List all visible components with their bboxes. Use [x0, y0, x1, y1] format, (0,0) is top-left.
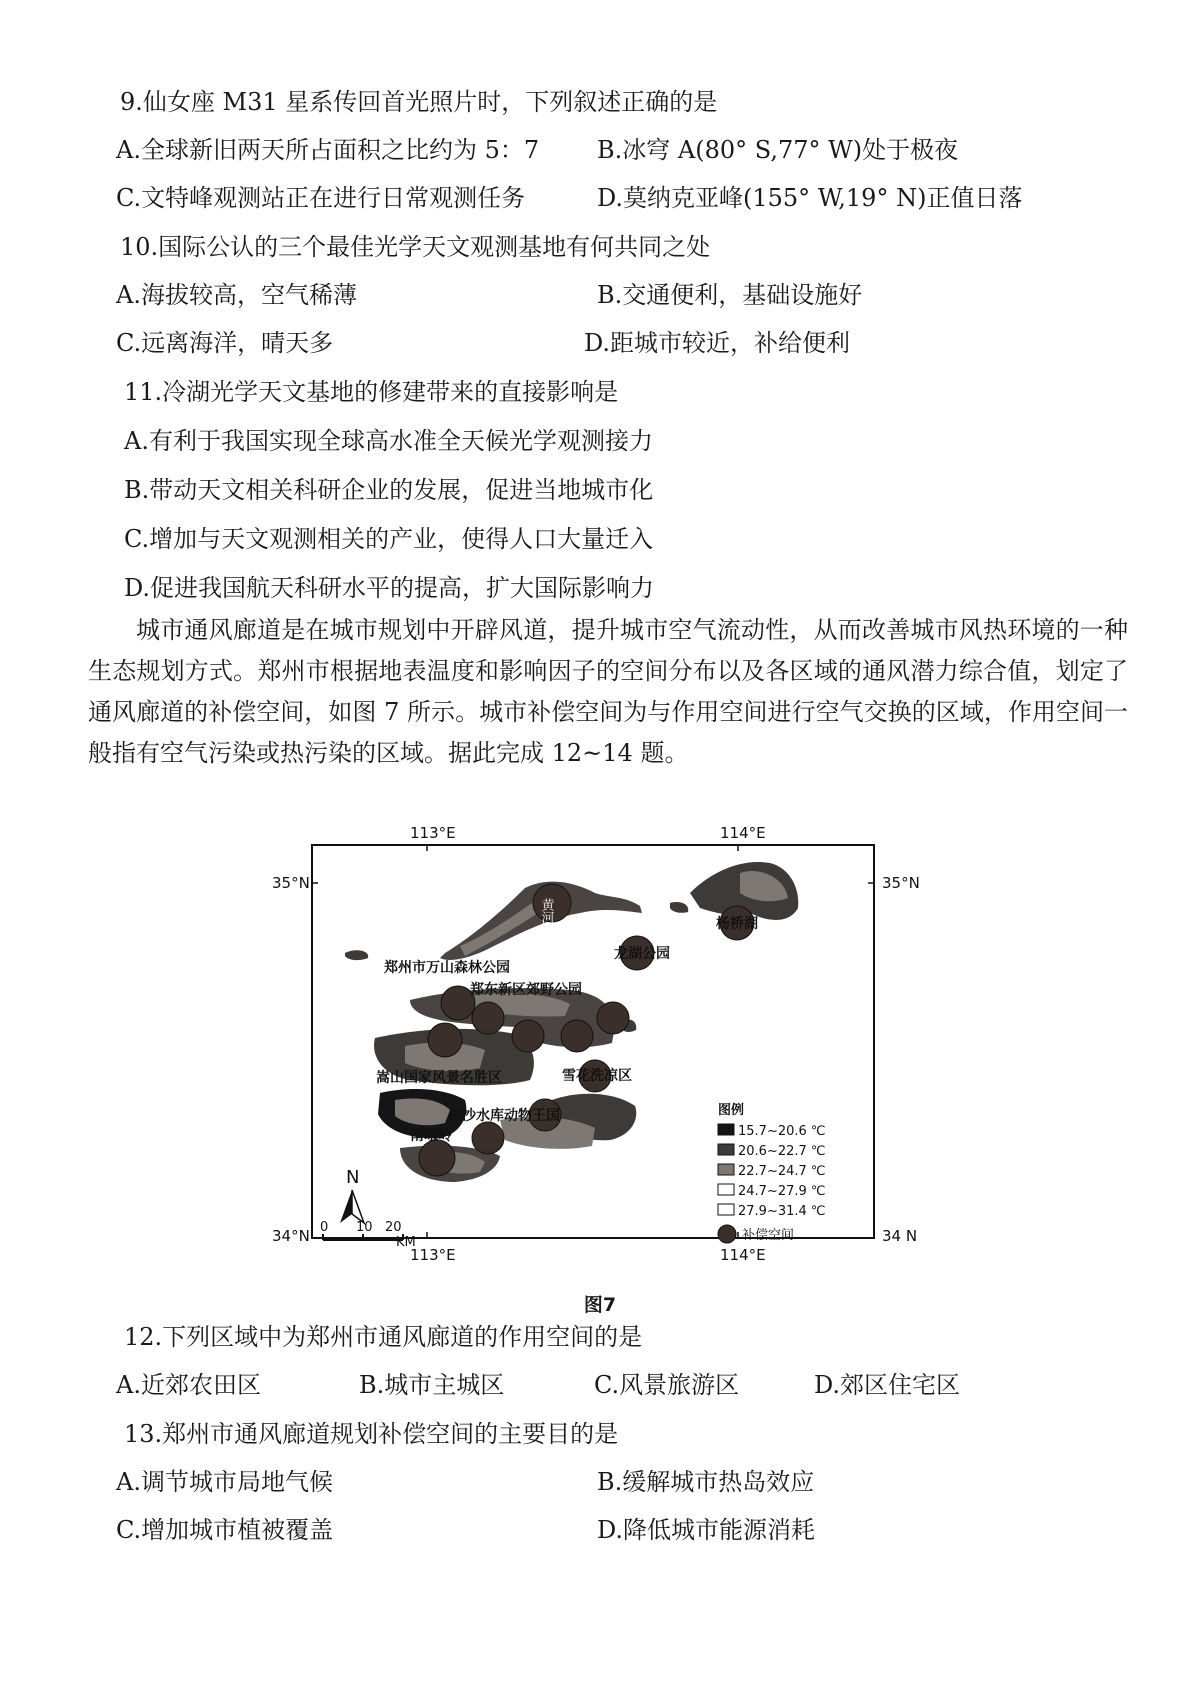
- place-longhu: 龙湖公园: [614, 946, 670, 962]
- label-lon-113-top: 113°E: [410, 824, 456, 842]
- label-lon-114-bottom: 114°E: [720, 1246, 766, 1264]
- legend-label-5: 27.9~31.4 ℃: [738, 1204, 826, 1219]
- question-10-option-c: C.远离海洋，晴天多: [116, 329, 334, 357]
- legend-comp-swatch: [718, 1225, 736, 1243]
- question-13-option-d: D.降低城市能源消耗: [597, 1516, 816, 1544]
- label-lon-113-bottom: 113°E: [410, 1246, 456, 1264]
- svg-text:KM: KM: [396, 1235, 416, 1250]
- question-12-option-b: B.城市主城区: [359, 1371, 505, 1399]
- question-11-option-c: C.增加与天文观测相关的产业，使得人口大量迁入: [124, 525, 654, 553]
- place-huanghe: 黄河: [538, 898, 554, 924]
- question-9-stem: 9.仙女座 M31 星系传回首光照片时，下列叙述正确的是: [120, 88, 718, 116]
- comp-baisha2: [472, 1122, 504, 1154]
- question-9-option-b: B.冰穹 A(80° S,77° W)处于极夜: [597, 136, 959, 164]
- place-wanshan: 郑州市万山森林公园: [384, 960, 510, 976]
- figure-caption: 图7: [583, 1294, 617, 1316]
- legend-label-3: 22.7~24.7 ℃: [738, 1164, 826, 1179]
- legend-swatch-2: [718, 1144, 734, 1155]
- question-12-stem: 12.下列区域中为郑州市通风廊道的作用空间的是: [124, 1323, 643, 1351]
- question-13-option-a: A.调节城市局地气候: [116, 1468, 333, 1496]
- place-xuefu: 雪花洗凉区: [562, 1068, 632, 1084]
- question-10-option-b: B.交通便利，基础设施好: [597, 281, 863, 309]
- question-11-stem: 11.冷湖光学天文基地的修建带来的直接影响是: [124, 378, 619, 406]
- question-13-stem: 13.郑州市通风廊道规划补偿空间的主要目的是: [124, 1420, 619, 1448]
- svg-text:10: 10: [356, 1220, 373, 1235]
- legend-comp-label: 补偿空间: [742, 1228, 795, 1243]
- question-11-option-b: B.带动天文相关科研企业的发展，促进当地城市化: [124, 476, 654, 504]
- question-9-option-a: A.全球新旧两天所占面积之比约为 5：7: [116, 136, 540, 164]
- svg-text:20: 20: [385, 1220, 402, 1235]
- legend-label-1: 15.7~20.6 ℃: [738, 1124, 826, 1139]
- question-13-option-c: C.增加城市植被覆盖: [116, 1516, 334, 1544]
- place-yangqiao: 杨桥湖: [716, 916, 758, 932]
- question-12-option-c: C.风景旅游区: [594, 1371, 740, 1399]
- legend-swatch-1: [718, 1124, 734, 1135]
- comp-baishui: [428, 1023, 462, 1057]
- label-lat-35-right: 35°N: [882, 874, 920, 892]
- place-baisha: 白沙水库动物王国: [448, 1108, 560, 1124]
- place-nane: 南峨岭: [410, 1128, 452, 1144]
- svg-text:0: 0: [320, 1220, 329, 1235]
- question-10-option-d: D.距城市较近，补给便利: [584, 329, 851, 357]
- question-11-option-d: D.促进我国航天科研水平的提高，扩大国际影响力: [124, 574, 655, 602]
- place-jiaoye: 郑东新区郊野公园: [470, 982, 582, 998]
- question-9-option-d: D.莫纳克亚峰(155° W,19° N)正值日落: [597, 184, 1023, 212]
- legend-label-4: 24.7~27.9 ℃: [738, 1184, 826, 1199]
- comp-fenghuang: [597, 1002, 629, 1034]
- question-10-option-a: A.海拔较高，空气稀薄: [116, 281, 357, 309]
- question-12-option-d: D.郊区住宅区: [814, 1371, 961, 1399]
- question-12-option-a: A.近郊农田区: [116, 1371, 261, 1399]
- legend-swatch-5: [718, 1204, 734, 1215]
- legend-label-2: 20.6~22.7 ℃: [738, 1144, 826, 1159]
- legend-title: 图例: [718, 1103, 745, 1118]
- label-lat-34-left: 34°N: [272, 1227, 310, 1245]
- figure-7-map: [270, 818, 930, 1268]
- legend-swatch-4: [718, 1184, 734, 1195]
- legend-swatch-3: [718, 1164, 734, 1175]
- comp-xishan: [512, 1020, 544, 1052]
- question-13-option-b: B.缓解城市热岛效应: [597, 1468, 815, 1496]
- svg-text:N: N: [346, 1167, 360, 1188]
- comp-nane: [419, 1140, 455, 1176]
- label-lon-114-top: 114°E: [720, 824, 766, 842]
- comp-jiaoye: [472, 1002, 504, 1034]
- question-11-option-a: A.有利于我国实现全球高水准全天候光学观测接力: [124, 427, 653, 455]
- place-yingshan: 嵩山国家风景名胜区: [376, 1070, 502, 1086]
- reading-passage: 城市通风廊道是在城市规划中开辟风道，提升城市空气流动性，从而改善城市风热环境的一种生态规划方式。郑州市根据地表温度和影响因子的空间分布以及各区域的通风潜力综合值，划定了通风廊道的补偿空间，如图 7 所示。城市补偿空间为与作用空间进行空气交换的区域，作用空间一般指有空气污染或热污染的区域。据此完成 12~14 题。: [88, 616, 1128, 767]
- question-10-stem: 10.国际公认的三个最佳光学天文观测基地有何共同之处: [120, 233, 711, 261]
- comp-fengjing: [561, 1020, 593, 1052]
- map-canvas: [270, 818, 930, 1268]
- label-lat-35-left: 35°N: [272, 874, 310, 892]
- label-lat-34-right: 34 N: [882, 1227, 918, 1245]
- question-9-option-c: C.文特峰观测站正在进行日常观测任务: [116, 184, 526, 212]
